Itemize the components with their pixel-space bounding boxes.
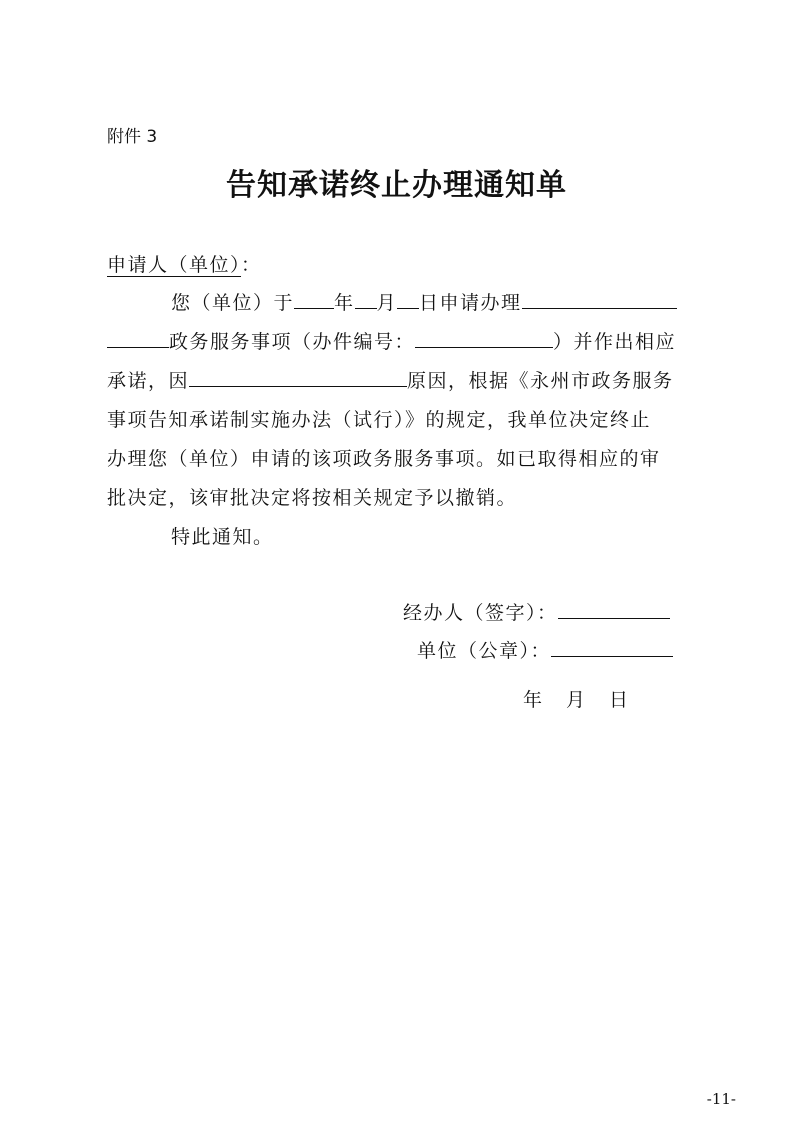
year-blank [294, 288, 334, 309]
applicant-colon: ： [241, 254, 262, 276]
day-blank [397, 288, 419, 309]
seal-blank [551, 636, 673, 657]
page-number: -11- [706, 1090, 736, 1108]
service-blank-1 [522, 288, 677, 309]
para-text-5: 政务服务事项（办件编号： [169, 331, 416, 353]
paragraph-line-5: 办理您（单位）申请的该项政务服务事项。如已取得相应的审 [107, 448, 661, 470]
month-blank [355, 288, 377, 309]
para-text-8: 原因，根据《永州市政务服务 [407, 370, 674, 392]
date-row [523, 685, 652, 712]
case-number-blank [415, 327, 553, 348]
para-text-6: ）并作出相应 [553, 331, 677, 353]
paragraph-line-1 [171, 288, 677, 315]
para-text-1: 您（单位）于 [171, 292, 295, 314]
date-month: 月 [566, 689, 586, 711]
handler-signature-blank [558, 598, 670, 619]
paragraph-line-6: 批决定，该审批决定将按相关规定予以撤销。 [107, 487, 518, 509]
para-text-3: 月 [376, 292, 398, 314]
seal-label: 单位（公章）： [417, 640, 552, 662]
date-day: 日 [609, 689, 629, 711]
service-blank-2 [107, 327, 169, 348]
para-text-7: 承诺，因 [107, 370, 190, 392]
para-text-2: 年 [334, 292, 355, 314]
para-text-4: 日申请办理 [419, 292, 522, 314]
attachment-label: 附件 3 [107, 127, 158, 147]
reason-blank [189, 366, 407, 387]
date-year: 年 [523, 689, 543, 711]
paragraph-line-3 [107, 366, 674, 393]
closing-text: 特此通知。 [171, 526, 274, 548]
handler-row [403, 598, 670, 625]
paragraph-line-4: 事项告知承诺制实施办法（试行）》的规定，我单位决定终止 [107, 409, 652, 431]
applicant-line [107, 250, 262, 277]
paragraph-line-2 [107, 327, 676, 354]
handler-label: 经办人（签字）： [403, 602, 558, 624]
document-title: 告知承诺终止办理通知单 [226, 168, 567, 203]
applicant-label: 申请人（单位） [107, 254, 242, 276]
seal-row [417, 636, 673, 663]
